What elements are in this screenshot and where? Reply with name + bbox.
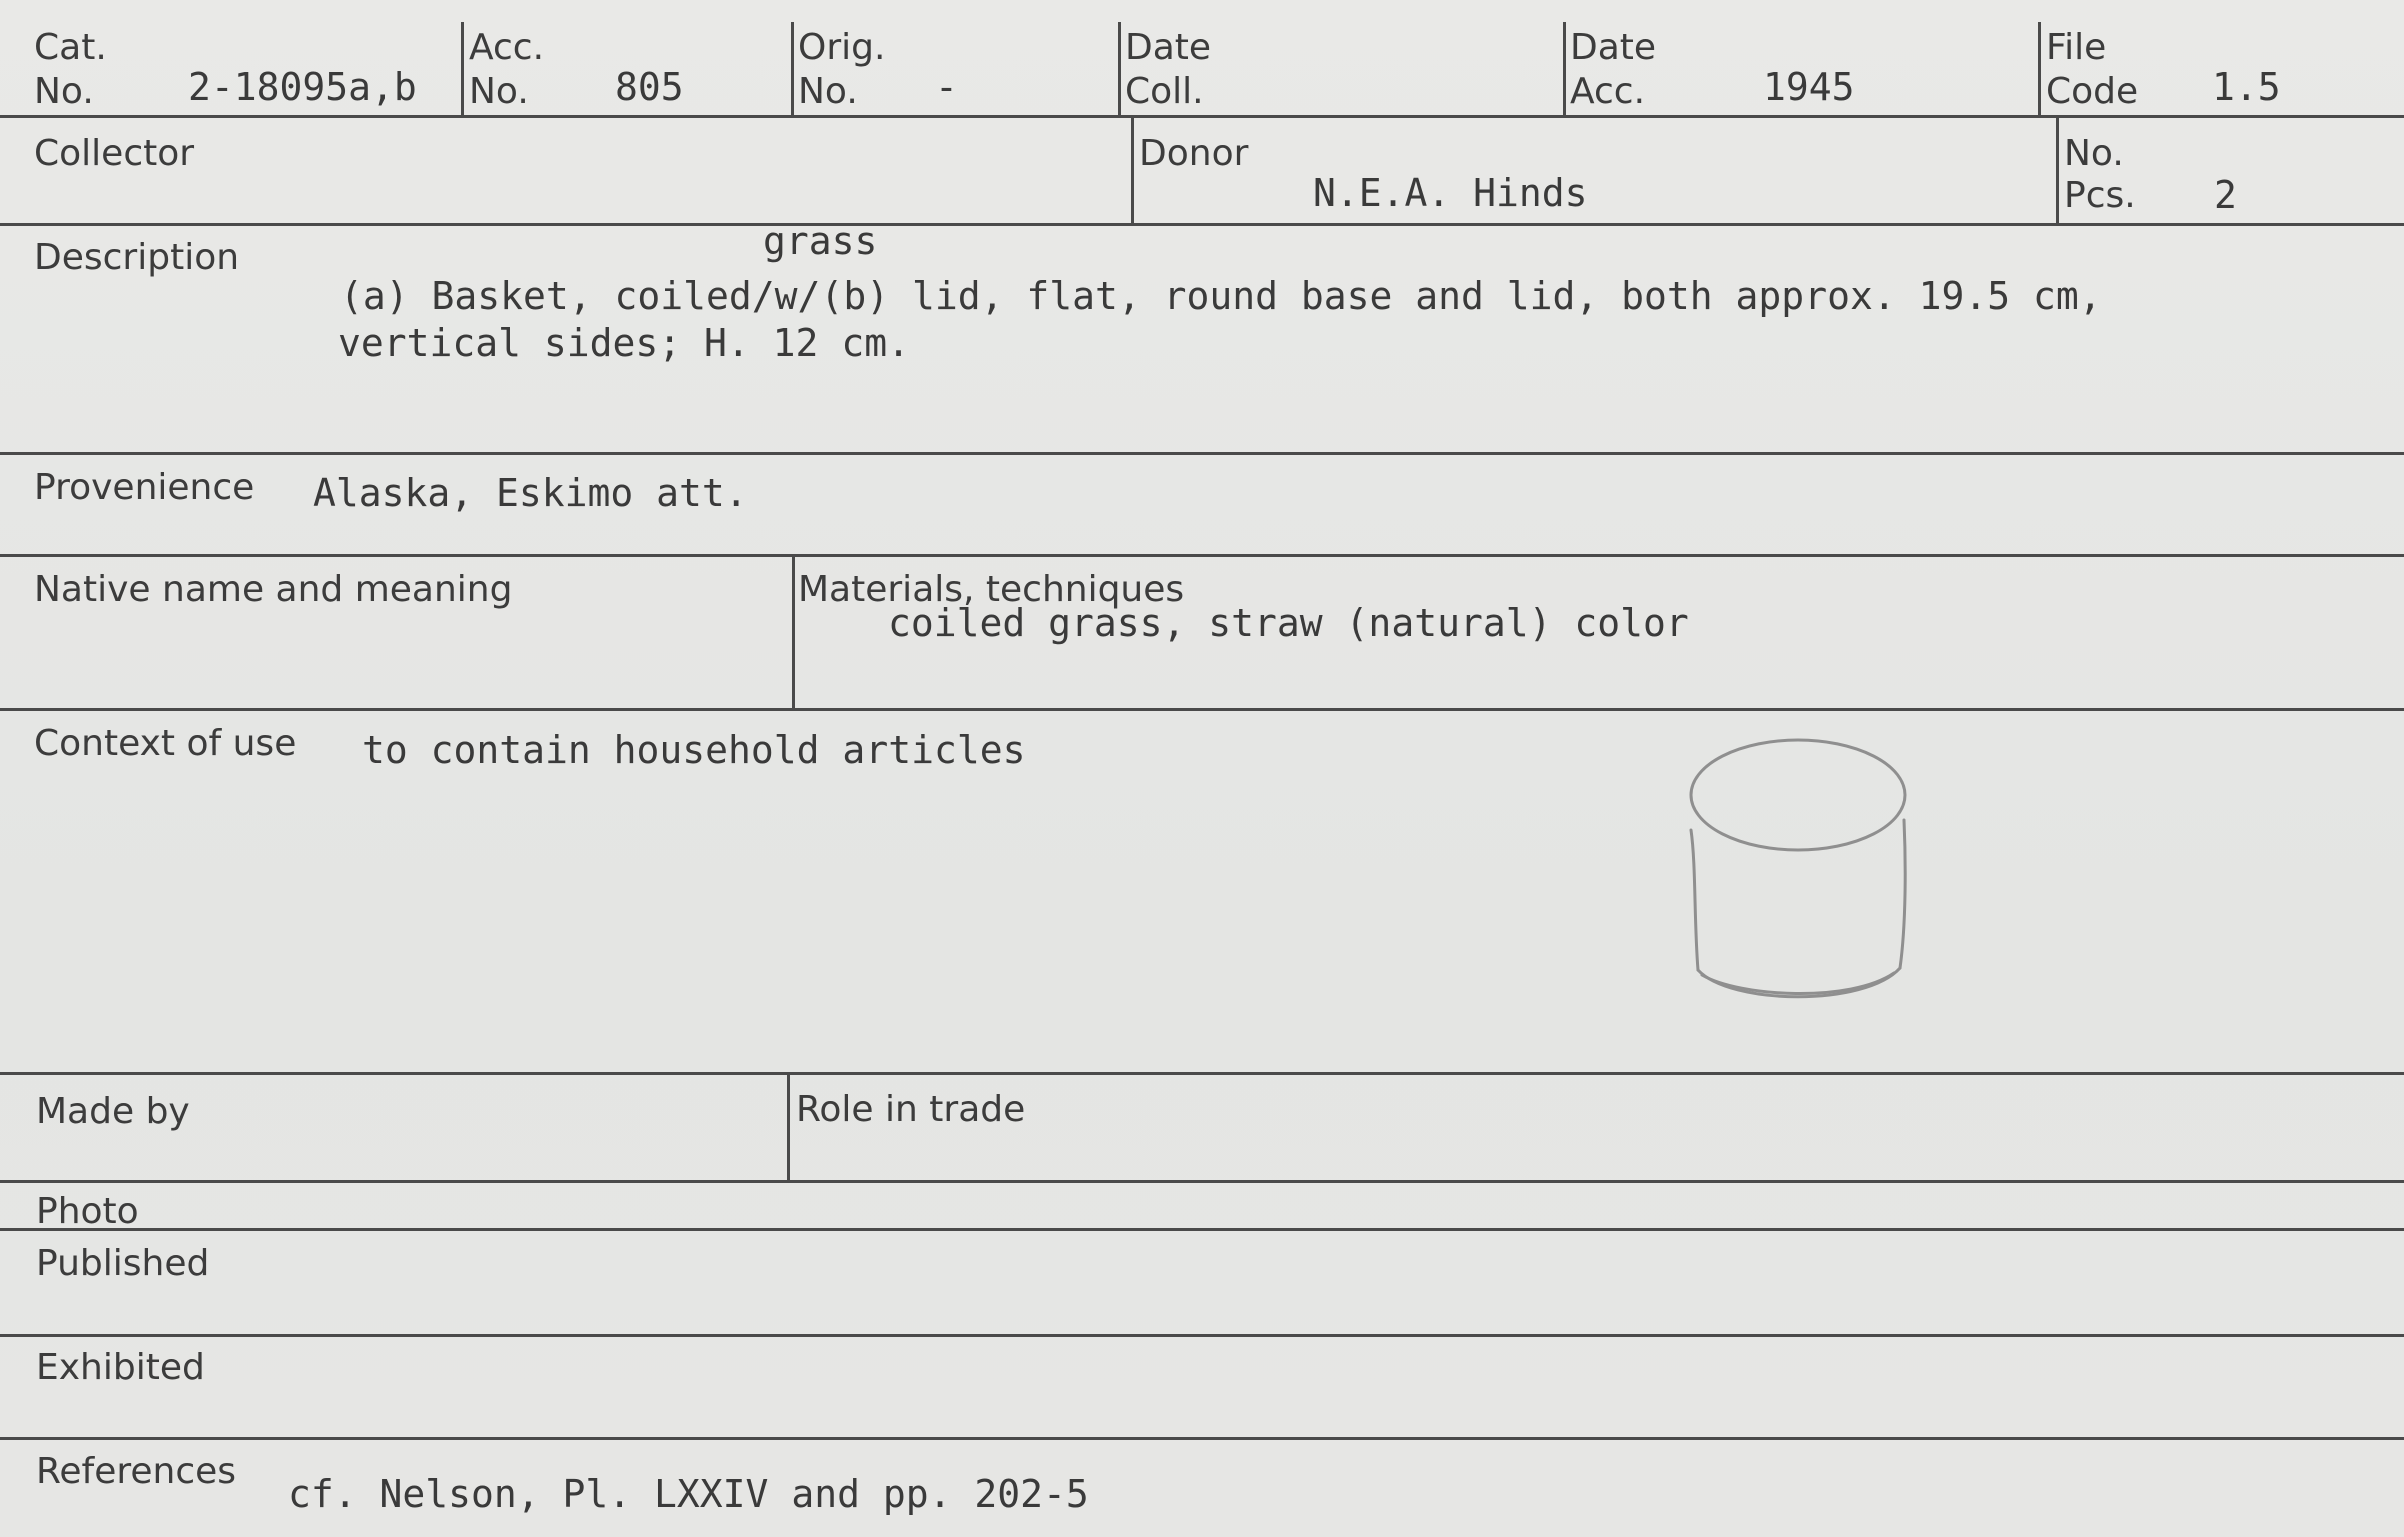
orig-no-value: - — [935, 65, 958, 109]
cat-label: Cat. — [34, 27, 107, 68]
divider — [792, 555, 795, 709]
pcs-value: 2 — [2214, 173, 2237, 217]
rule — [0, 1228, 2404, 1231]
orig-no-label: No. — [798, 71, 858, 112]
no-label: No. — [2064, 133, 2124, 174]
acc-label: Acc. — [469, 27, 545, 68]
made-by-label: Made by — [36, 1091, 190, 1132]
photo-label: Photo — [36, 1191, 139, 1232]
donor-label: Donor — [1139, 133, 1249, 174]
cat-no-value: 2-18095a,b — [188, 65, 417, 109]
basket-sketch-icon — [1680, 735, 1920, 1015]
date-acc-label: Date — [1570, 27, 1657, 68]
acc-no-label: No. — [469, 71, 529, 112]
rule — [0, 452, 2404, 455]
exhibited-label: Exhibited — [36, 1347, 205, 1388]
divider — [787, 1073, 790, 1181]
file-label: File — [2046, 27, 2107, 68]
orig-label: Orig. — [798, 27, 886, 68]
acc-no-value: 805 — [615, 65, 684, 109]
materials-label: Materials, techniques — [798, 569, 1185, 610]
rule — [0, 1072, 2404, 1075]
provenience-value: Alaska, Eskimo att. — [313, 471, 748, 515]
date-coll-label: Date — [1125, 27, 1212, 68]
divider — [1118, 22, 1121, 116]
rule — [0, 1334, 2404, 1337]
published-label: Published — [36, 1243, 210, 1284]
role-in-trade-label: Role in trade — [796, 1089, 1026, 1130]
references-label: References — [36, 1451, 237, 1492]
date-acc-value: 1945 — [1763, 65, 1855, 109]
context-value: to contain household articles — [362, 728, 1026, 772]
rule — [0, 223, 2404, 226]
divider — [2056, 116, 2059, 224]
rule — [0, 708, 2404, 711]
description-insert: grass — [763, 219, 878, 263]
divider — [791, 22, 794, 116]
rule — [0, 115, 2404, 118]
collector-label: Collector — [34, 133, 195, 174]
divider — [1131, 116, 1134, 224]
date-coll-label-2: Coll. — [1125, 71, 1204, 112]
rule — [0, 1180, 2404, 1183]
file-code-label: Code — [2046, 71, 2139, 112]
cat-no-label: No. — [34, 71, 94, 112]
rule — [0, 554, 2404, 557]
description-line-2: vertical sides; H. 12 cm. — [338, 321, 910, 365]
context-label: Context of use — [34, 723, 297, 764]
description-line-1: (a) Basket, coiled/w/(b) lid, flat, round base and lid, both approx. 19.5 cm, — [340, 274, 2102, 318]
divider — [2038, 22, 2041, 116]
references-value: cf. Nelson, Pl. LXXIV and pp. 202-5 — [288, 1472, 1089, 1516]
materials-value: coiled grass, straw (natural) color — [888, 601, 1689, 645]
rule — [0, 1437, 2404, 1440]
description-label: Description — [34, 237, 240, 278]
native-name-label: Native name and meaning — [34, 569, 513, 610]
divider — [461, 22, 464, 116]
donor-value: N.E.A. Hinds — [1313, 171, 1588, 215]
pcs-label: Pcs. — [2064, 175, 2136, 216]
date-acc-label-2: Acc. — [1570, 71, 1646, 112]
provenience-label: Provenience — [34, 467, 255, 508]
divider — [1563, 22, 1566, 116]
file-code-value: 1.5 — [2212, 65, 2281, 109]
